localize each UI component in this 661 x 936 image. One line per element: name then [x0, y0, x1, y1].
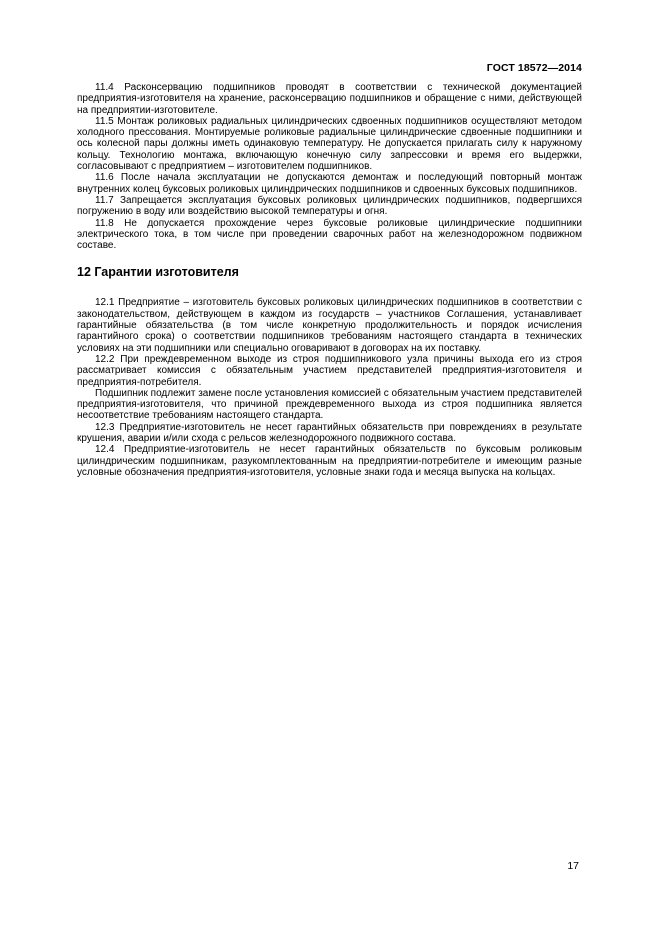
- paragraph-12-4: 12.4 Предприятие-изготовитель не несет гарантийных обязательств по буксовым роликовым цилиндрическим подшипникам, разукомплектованным на предприятии-потребителе и имеющим разные условные обозначения предприятия-изготовителя, условные знаки года и месяца выпуска на кольцах.: [77, 444, 582, 478]
- paragraph-12-3: 12.3 Предприятие-изготовитель не несет гарантийных обязательств при повреждениях в результате крушения, аварии и/или схода с рельсов железнодорожного подвижного состава.: [77, 421, 582, 445]
- paragraph-12-2-continued: Подшипник подлежит замене после установления комиссией с обязательным участием представителей предприятия-изготовителя, что причиной преждевременного выхода из строя подшипника является несоответствие требованиям настоящего стандарта.: [77, 387, 582, 422]
- paragraph-11-5: 11.5 Монтаж роликовых радиальных цилиндрических сдвоенных подшипников осуществляют методом холодного прессования. Монтируемые роликовые радиальные цилиндрические сдвоенные подшипники и ось колесной пары должны иметь одинаковую температуру. Не допускается прилагать силу к наружному кольцу. Технологию монтажа, включающую конечную силу запрессовки и время его выдержки, согласовывают с предприятием – изготовителем подшипников.: [77, 115, 582, 173]
- paragraph-11-7: 11.7 Запрещается эксплуатация буксовых роликовых цилиндрических подшипников, подвергшихся погружению в воду или воздействию высокой температуры и огня.: [77, 194, 582, 218]
- paragraph-11-6: 11.6 После начала эксплуатации не допускаются демонтаж и последующий повторный монтаж внутренних колец буксовых роликовых цилиндрических подшипников и сдвоенных буксовых подшипников.: [77, 172, 582, 195]
- paragraph-11-8: 11.8 Не допускается прохождение через буксовые роликовые цилиндрические подшипники электрического тока, в том числе при проведении сварочных работ на железнодорожном подвижном составе.: [77, 217, 582, 252]
- standard-code: ГОСТ 18572—2014: [486, 62, 582, 74]
- paragraph-12-2: 12.2 При преждевременном выходе из строя подшипникового узла причины выхода его из строя рассматривает комиссия с обязательным участием представителей предприятия-изготовителя и предприятия-потребителя.: [77, 353, 582, 388]
- paragraph-12-1: 12.1 Предприятие – изготовитель буксовых роликовых цилиндрических подшипников в соответствии с законодательством, действующем в каждом из государств – участников Соглашения, устанавливает гарантийные обязательства (в том числе конкретную продолжительность и порядок исчисления гарантийного срока) о соответствии подшипников требованиям настоящего стандарта в технических условиях на эти подшипники или специально оговаривают в договорах на их поставку.: [77, 297, 582, 354]
- section-12-heading: 12 Гарантии изготовителя: [77, 265, 239, 280]
- section-11-body: [77, 82, 582, 251]
- page-number: 17: [567, 860, 579, 872]
- page-content: [77, 82, 582, 478]
- paragraph-11-4: 11.4 Расконсервацию подшипников проводят в соответствии с технической документацией предприятия-изготовителя на хранение, расконсервацию подшипников и обращение с ними, действующей на предприятии-изготовителе.: [77, 82, 582, 116]
- section-12-body: [77, 297, 582, 478]
